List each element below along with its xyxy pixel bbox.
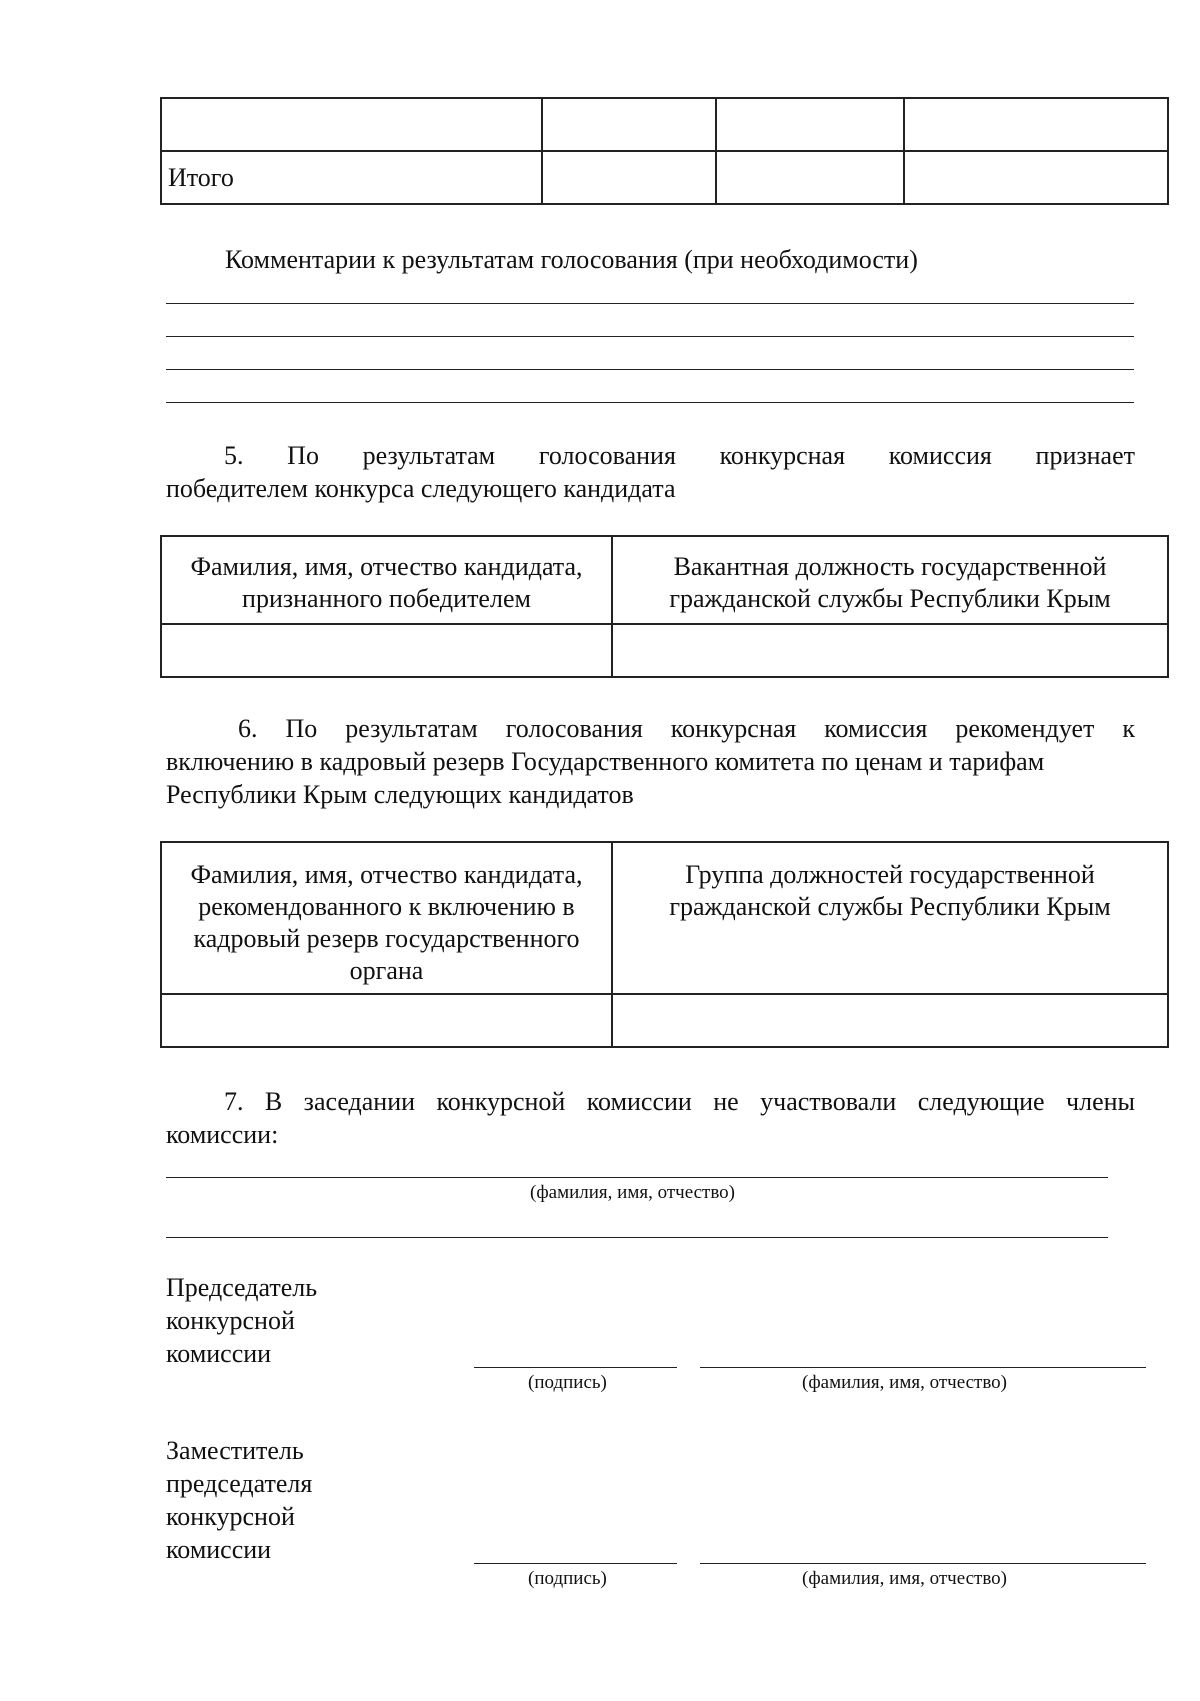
- deputy-signature-line: [474, 1563, 677, 1564]
- table-cell: [904, 98, 1168, 151]
- comment-line: [166, 369, 1134, 370]
- table-cell: [161, 98, 542, 151]
- deputy-chairman-title: [166, 1434, 312, 1566]
- section7-line2: комиссии:: [166, 1120, 279, 1149]
- table-cell: [716, 151, 904, 204]
- deputy-signature-caption: (подпись): [528, 1568, 607, 1589]
- chairman-title-line: конкурсной: [166, 1306, 295, 1335]
- absent-member-caption: (фамилия, имя, отчество): [530, 1182, 736, 1203]
- chairman-name-caption: (фамилия, имя, отчество): [802, 1372, 1008, 1393]
- winner-col1-header: Фамилия, имя, отчество кандидата, признанного победителем: [161, 536, 612, 624]
- absent-member-line: [166, 1177, 1108, 1178]
- deputy-name-caption: (фамилия, имя, отчество): [802, 1568, 1008, 1589]
- table-cell: [542, 151, 716, 204]
- table-row: [161, 151, 1168, 204]
- deputy-title-line: комиссии: [166, 1535, 272, 1564]
- section6-line2: включению в кадровый резерв Государственного комитета по ценам и тарифам: [166, 747, 1045, 776]
- table-cell: [716, 98, 904, 151]
- chairman-signature-caption: (подпись): [528, 1372, 607, 1393]
- reserve-table: [160, 841, 1169, 1048]
- section6-line1: 6. По результатам голосования конкурсная комиссия рекомендует к: [238, 714, 1135, 743]
- reserve-col2-header: Группа должностей государственной гражданской службы Республики Крым: [612, 842, 1168, 994]
- winner-table: [160, 535, 1169, 678]
- section5-line1: 5. По результатам голосования конкурсная комиссия признает: [224, 441, 1135, 470]
- absent-member-line: [166, 1237, 1108, 1238]
- comment-line: [166, 303, 1134, 304]
- deputy-title-line: Заместитель: [166, 1436, 304, 1465]
- comments-heading: Комментарии к результатам голосования (при необходимости): [225, 245, 918, 274]
- table-row: [161, 842, 1168, 994]
- deputy-title-line: конкурсной: [166, 1502, 295, 1531]
- table-cell: [904, 151, 1168, 204]
- deputy-title-line: председателя: [166, 1469, 313, 1498]
- chairman-signature-line: [474, 1367, 677, 1368]
- total-label: Итого: [161, 151, 542, 204]
- chairman-title: [166, 1271, 317, 1370]
- reserve-col1-header: Фамилия, имя, отчество кандидата, рекомендованного к включению в кадровый резерв государственного органа: [161, 842, 612, 994]
- table-row: [161, 536, 1168, 624]
- table-row: [161, 994, 1168, 1047]
- winner-name-cell: [161, 624, 612, 677]
- comment-line: [166, 336, 1134, 337]
- reserve-name-cell: [161, 994, 612, 1047]
- chairman-name-line: [700, 1367, 1146, 1368]
- winner-position-cell: [612, 624, 1168, 677]
- votes-table: [160, 97, 1169, 205]
- deputy-name-line: [700, 1563, 1146, 1564]
- comment-line: [166, 402, 1134, 403]
- section5-line2: победителем конкурса следующего кандидата: [166, 474, 676, 503]
- table-cell: [542, 98, 716, 151]
- section6-line3: Республики Крым следующих кандидатов: [166, 780, 634, 809]
- section7-line1: 7. В заседании конкурсной комиссии не участвовали следующие члены: [224, 1087, 1135, 1116]
- table-row: [161, 624, 1168, 677]
- reserve-group-cell: [612, 994, 1168, 1047]
- chairman-title-line: комиссии: [166, 1339, 272, 1368]
- winner-col2-header: Вакантная должность государственной гражданской службы Республики Крым: [612, 536, 1168, 624]
- chairman-title-line: Председатель: [166, 1273, 318, 1302]
- table-row: [161, 98, 1168, 151]
